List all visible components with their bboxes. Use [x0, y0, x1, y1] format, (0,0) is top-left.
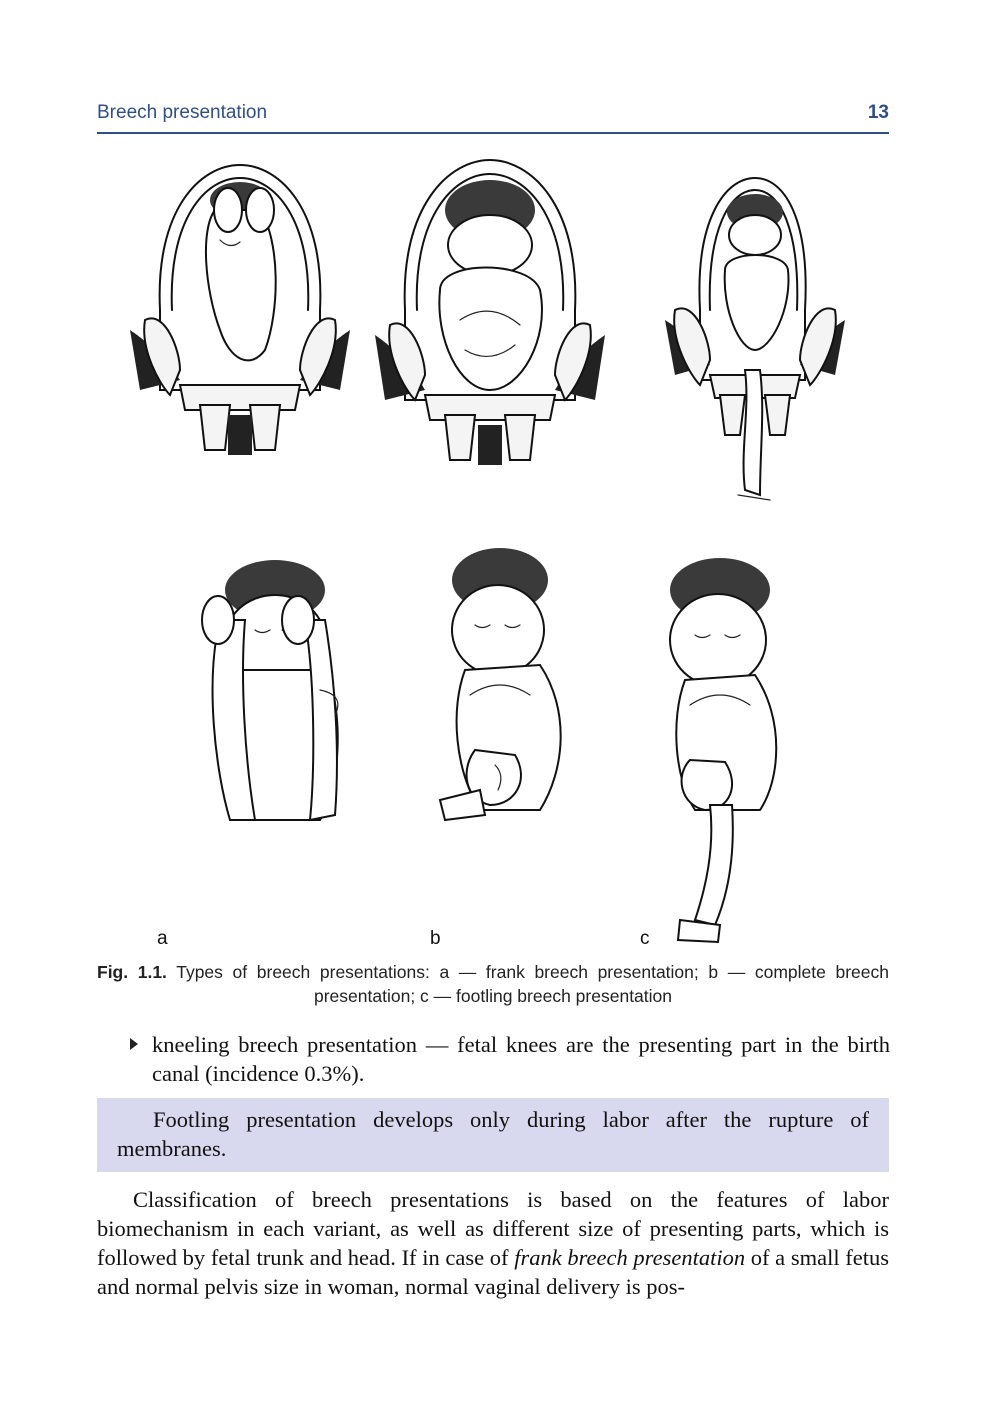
- running-head-title: Breech presentation: [97, 102, 268, 123]
- triangle-bullet-icon: [130, 1038, 138, 1050]
- panel-label-a: a: [157, 928, 168, 949]
- paragraph-part1: Classification of breech presentations is based on the features of labor biomechanism in each variant, as well as different size of presenting parts, which is followed by fetal trunk and head. If in case of: [97, 1187, 889, 1270]
- figure-illustration: [120, 150, 880, 950]
- fetus-a: [202, 560, 338, 820]
- fetus-c: [670, 558, 776, 942]
- figure-caption: [97, 960, 889, 1008]
- page-number: 13: [867, 102, 889, 123]
- uterus-pelvis-c: [665, 178, 845, 500]
- caption-lead: Fig. 1.1.: [97, 962, 167, 982]
- bullet-text: kneeling breech presentation — fetal knees are the presenting part in the birth canal (incidence 0.3%).: [152, 1032, 890, 1086]
- figure-breech-presentations: [120, 150, 880, 950]
- body-paragraph: [97, 1185, 889, 1301]
- uterus-pelvis-b: [375, 160, 605, 465]
- paragraph-emphasis: frank breech presentation: [514, 1245, 746, 1270]
- highlight-note: [97, 1098, 889, 1172]
- caption-text: Types of breech presentations: a — frank breech presentation; b — complete breech presentation; c — footling breech presentation: [166, 962, 889, 1006]
- uterus-pelvis-a: [130, 165, 350, 455]
- panel-label-c: c: [640, 928, 650, 949]
- running-head: [97, 100, 889, 134]
- fetus-b: [440, 548, 561, 820]
- note-text: Footling presentation develops only during labor after the rupture of membranes.: [117, 1107, 869, 1161]
- panel-label-b: b: [430, 928, 441, 949]
- bullet-item: [130, 1030, 890, 1088]
- paragraph-part2: of a small fetus and normal pelvis size in woman, normal vaginal delivery is pos-: [97, 1245, 889, 1299]
